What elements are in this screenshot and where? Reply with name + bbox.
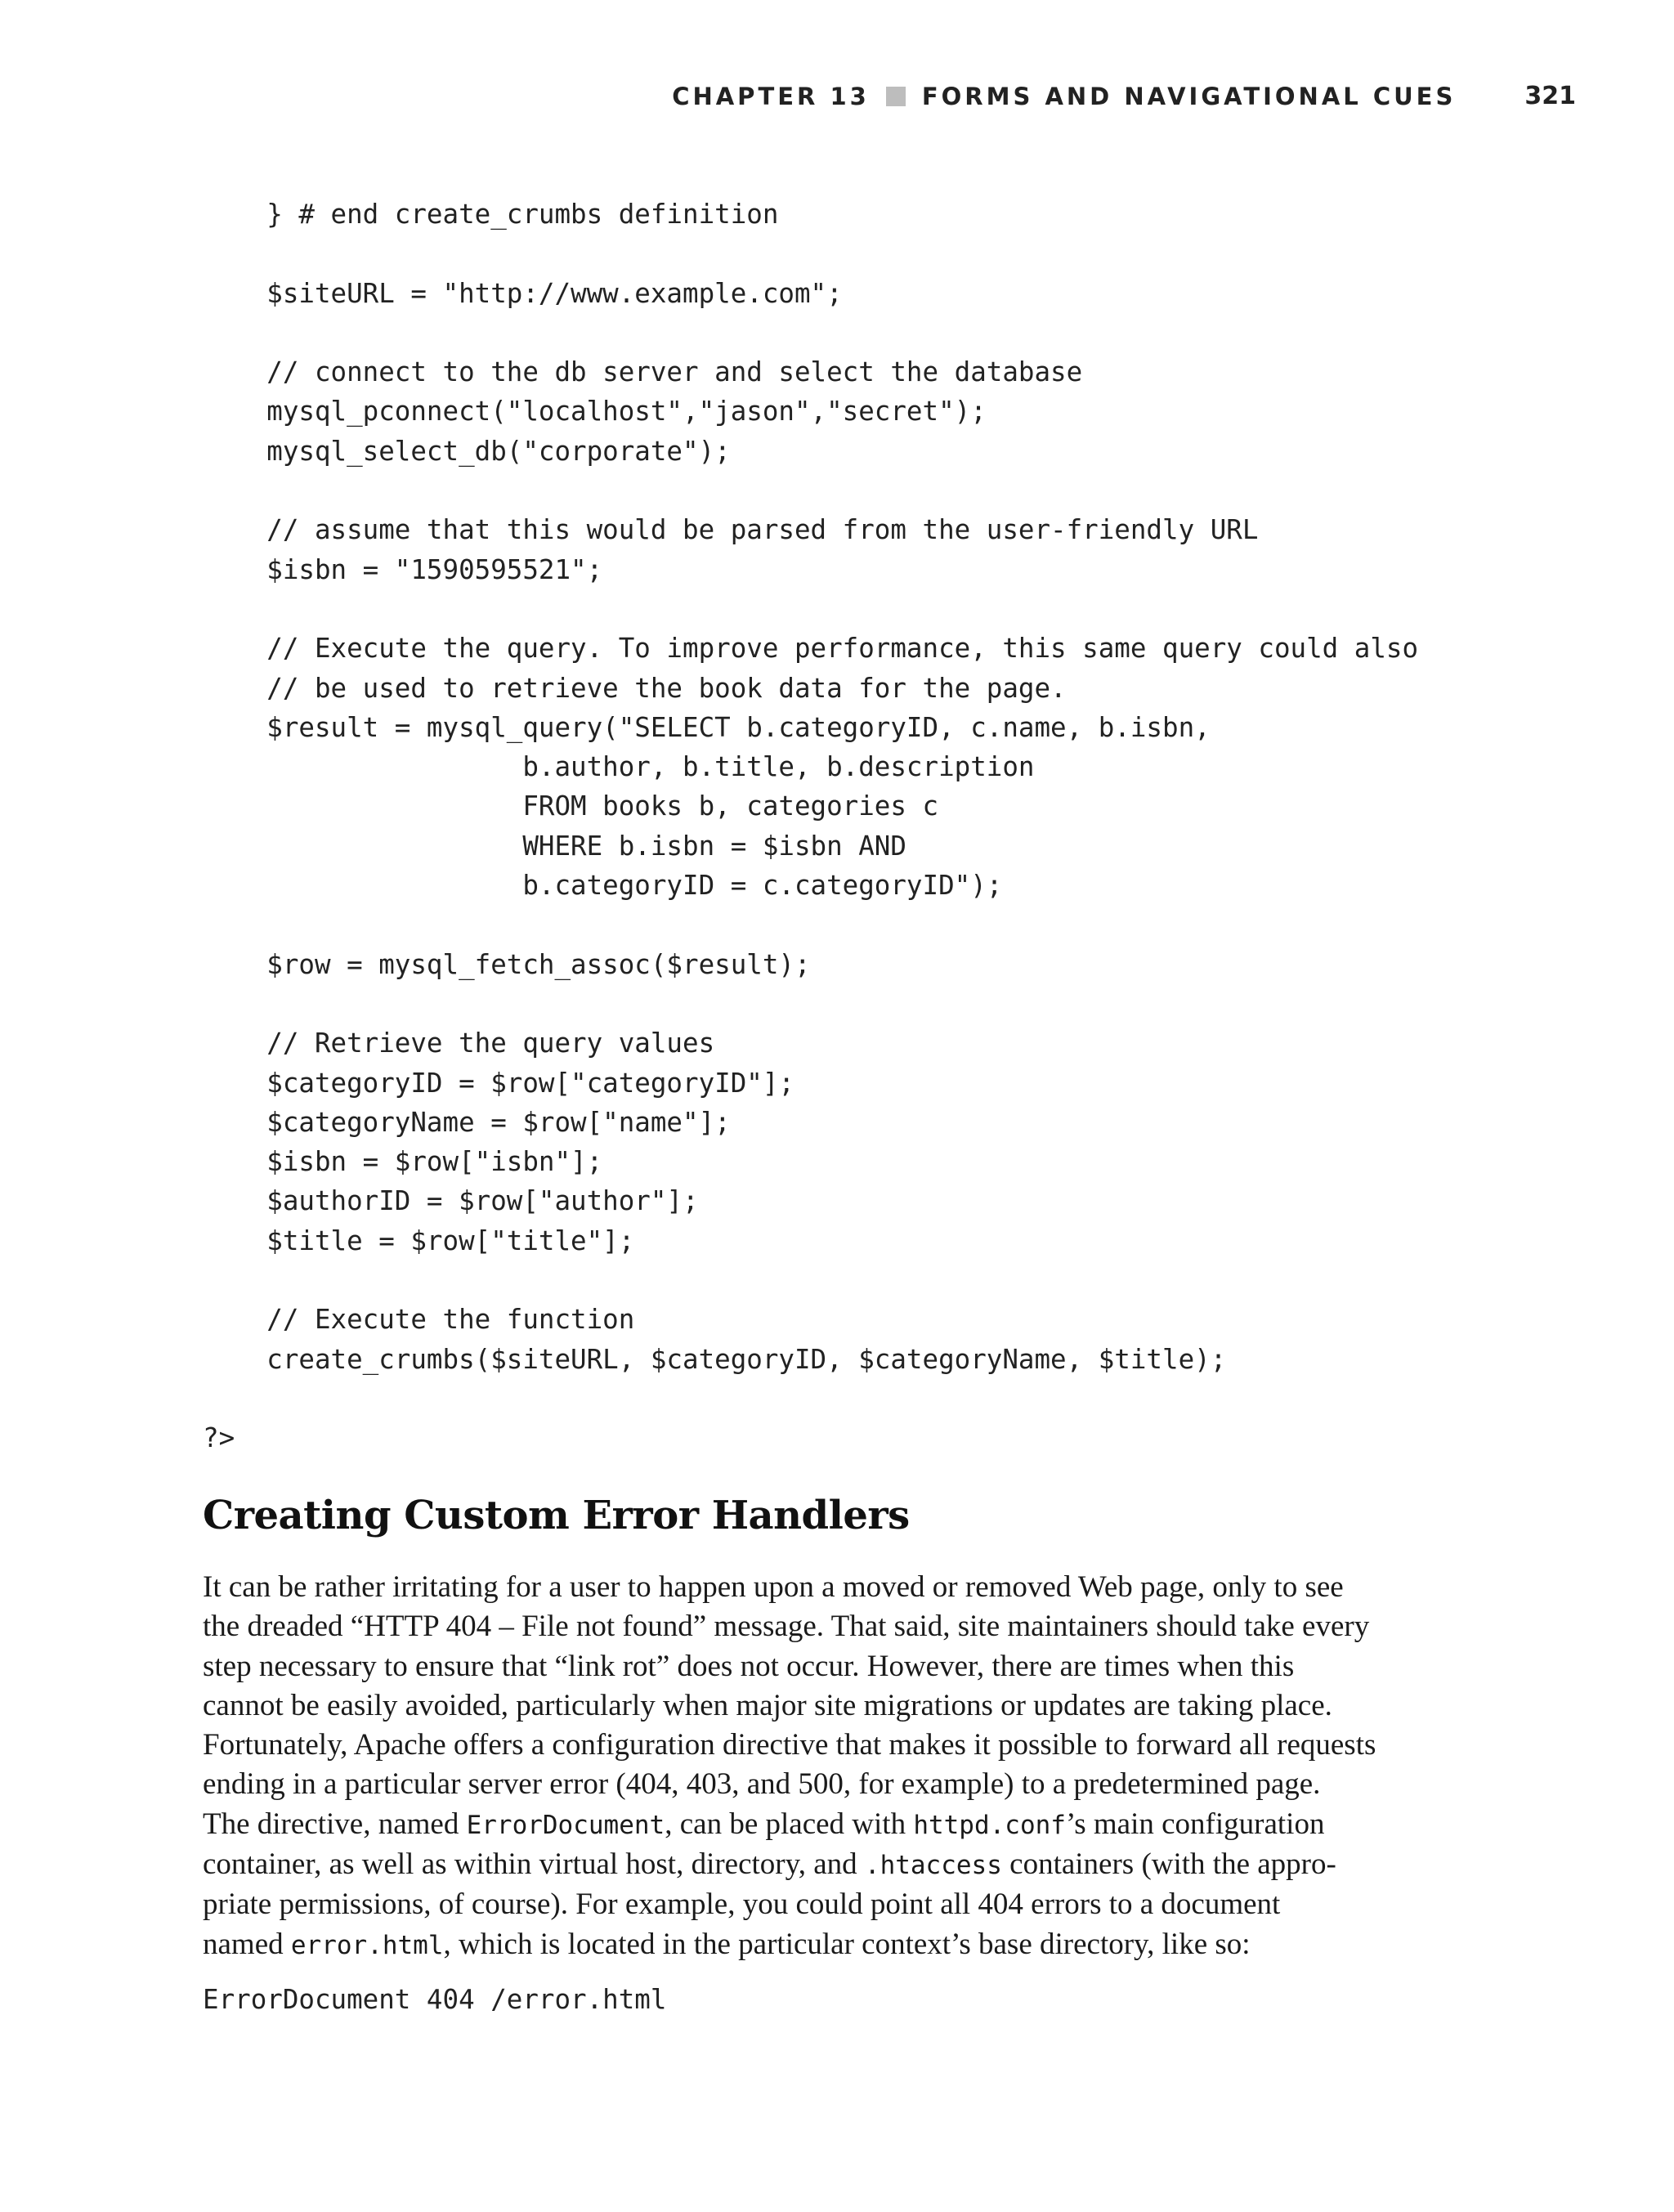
code-line: WHERE b.isbn = $isbn AND — [203, 830, 906, 862]
code-listing — [203, 195, 1418, 1458]
code-line: FROM books b, categories c — [203, 790, 939, 822]
code-line: $siteURL = "http://www.example.com"; — [203, 277, 843, 309]
code-line: // Execute the function — [203, 1304, 635, 1336]
chapter-label: CHAPTER 13 — [672, 82, 870, 110]
code-line: // connect to the db server and select the database — [203, 356, 1083, 388]
code-line: $categoryID = $row["categoryID"]; — [203, 1067, 794, 1099]
paragraph-line — [203, 1925, 1478, 1965]
inline-code: error.html — [290, 1930, 444, 1960]
chapter-title: FORMS AND NAVIGATIONAL CUES — [921, 82, 1457, 110]
paragraph-line: cannot be easily avoided, particularly when major site migrations or updates are taking place. — [203, 1688, 1332, 1722]
inline-code: .htaccess — [864, 1851, 1002, 1881]
paragraph-line: Fortunately, Apache offers a configuration directive that makes it possible to forward all requests — [203, 1728, 1376, 1762]
code-line: ?> — [203, 1422, 235, 1454]
code-line: $isbn = "1590595521"; — [203, 553, 603, 585]
code-line: b.categoryID = c.categoryID"); — [203, 870, 1003, 902]
code-line: $categoryName = $row["name"]; — [203, 1106, 731, 1138]
code-line: // assume that this would be parsed from the user-friendly URL — [203, 514, 1259, 546]
paragraph-line: step necessary to ensure that “link rot” does not occur. However, there are times when this — [203, 1649, 1295, 1683]
page-number: 321 — [1524, 82, 1576, 110]
code-line: $row = mysql_fetch_assoc($result); — [203, 948, 811, 980]
paragraph-line: the dreaded “HTTP 404 – File not found” message. That said, site maintainers should take every — [203, 1610, 1370, 1644]
code-line: // be used to retrieve the book data for the page. — [203, 672, 1067, 704]
code-line: create_crumbs($siteURL, $categoryID, $categoryName, $title); — [203, 1343, 1227, 1375]
code-line: // Execute the query. To improve performance, this same query could also — [203, 633, 1419, 665]
code-line: $isbn = $row["isbn"]; — [203, 1146, 603, 1178]
code-line: $result = mysql_query("SELECT b.categoryID, c.name, b.isbn, — [203, 711, 1211, 743]
code-line: } # end create_crumbs definition — [203, 199, 779, 230]
inline-text: named — [203, 1927, 291, 1961]
example-code: ErrorDocument 404 /error.html — [203, 1984, 667, 2015]
inline-code: httpd.conf — [913, 1810, 1066, 1840]
paragraph-line — [203, 1845, 1478, 1885]
paragraph-line — [203, 1805, 1478, 1845]
code-line: // Retrieve the query values — [203, 1028, 715, 1059]
code-line: mysql_pconnect("localhost","jason","secret"); — [203, 396, 987, 428]
running-head — [672, 82, 1576, 110]
inline-text: The directive, named — [203, 1807, 467, 1841]
paragraph-line: priate permissions, of course). For example, you could point all 404 errors to a document — [203, 1887, 1281, 1922]
square-separator-icon — [886, 87, 906, 106]
paragraph-line: ending in a particular server error (404, 403, and 500, for example) to a predetermined page. — [203, 1767, 1321, 1802]
code-line: $authorID = $row["author"]; — [203, 1185, 699, 1217]
inline-code: ErrorDocument — [466, 1810, 665, 1840]
inline-text: ’s main configuration — [1065, 1807, 1325, 1841]
code-line: mysql_select_db("corporate"); — [203, 435, 731, 467]
section-heading: Creating Custom Error Handlers — [203, 1493, 910, 1538]
paragraph-line: It can be rather irritating for a user to happen upon a moved or removed Web page, only to see — [203, 1570, 1344, 1604]
inline-text: , can be placed with — [665, 1807, 914, 1841]
code-line: $title = $row["title"]; — [203, 1225, 635, 1256]
code-line: b.author, b.title, b.description — [203, 751, 1035, 783]
section-paragraph — [203, 1568, 1478, 1965]
inline-text: container, as well as within virtual host, directory, and — [203, 1847, 865, 1882]
inline-text: containers (with the appro- — [1001, 1847, 1336, 1882]
inline-text: , which is located in the particular context’s base directory, like so: — [443, 1927, 1251, 1961]
